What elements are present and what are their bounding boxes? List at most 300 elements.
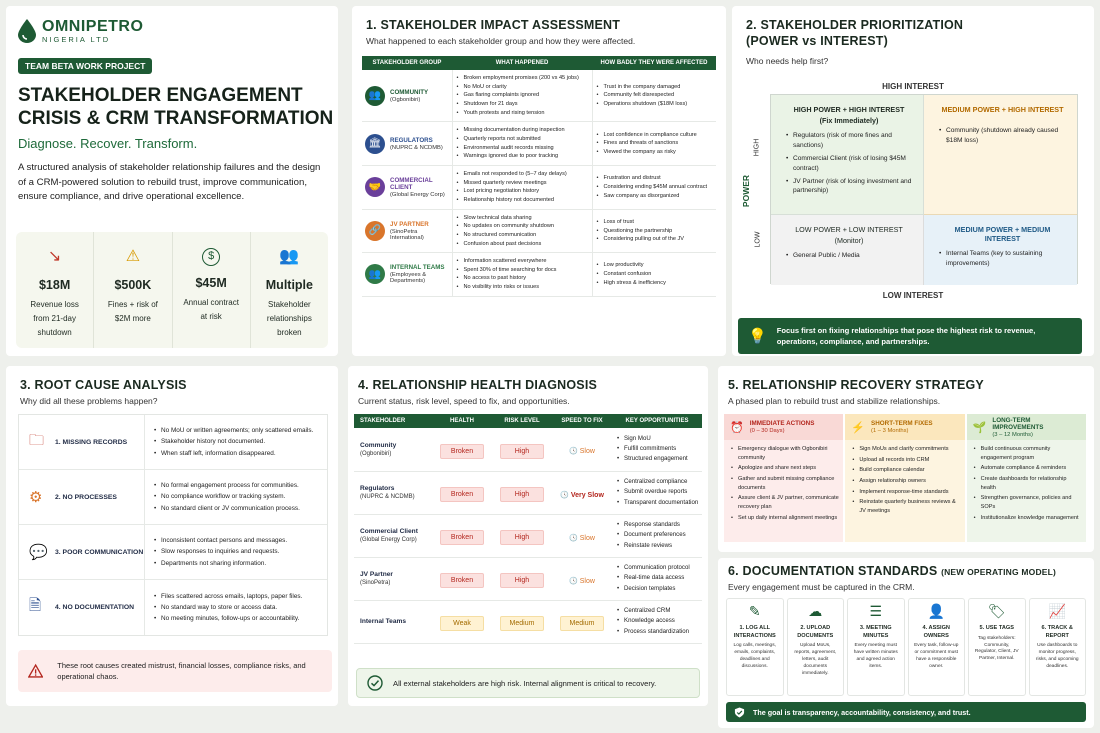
docs-items xyxy=(726,598,1086,696)
folder-icon: 🗀 xyxy=(29,431,45,449)
stat-label: Fines + risk of $2M more xyxy=(107,300,158,323)
impact-happened-cell xyxy=(452,253,592,297)
impact-subtitle: What happened to each stakeholder group and how they were affected. xyxy=(366,36,636,46)
health-banner-text: All external stakeholders are high risk. Internal alignment is critical to recovery. xyxy=(393,678,657,688)
health-speed-cell xyxy=(552,514,612,557)
impact-affected-item: • Low productivity xyxy=(596,261,714,270)
health-opps-cell xyxy=(612,514,702,557)
impact-group xyxy=(365,221,449,241)
impact-happened-item: • No visibility into risks or issues xyxy=(456,283,589,292)
root-cause-label-cell xyxy=(19,525,145,579)
impact-happened-item: • Shutdown for 21 days xyxy=(456,100,589,109)
impact-group-detail: (Ogbonibiri) xyxy=(390,96,421,103)
q1-title: HIGH POWER + HIGH INTEREST xyxy=(793,105,905,114)
root-cause-label: 1. MISSING RECORDS xyxy=(55,438,128,446)
impact-group xyxy=(365,177,449,198)
impact-affected-item: • Constant confusion xyxy=(596,270,714,279)
speed-text: Slow xyxy=(579,577,595,585)
label-low-interest: LOW INTEREST xyxy=(882,291,944,300)
root-cause-row xyxy=(19,470,327,525)
q2-list xyxy=(938,126,1067,146)
stakeholder-icon: 🤝 xyxy=(365,177,385,197)
recovery-column-heading xyxy=(992,417,1080,438)
hero-title-line2: CRISIS & CRM TRANSFORMATION xyxy=(18,108,334,129)
health-status-cell xyxy=(432,514,492,557)
label-power: POWER xyxy=(741,174,752,208)
q3-note: (Monitor) xyxy=(834,236,864,245)
root-cause-label-cell xyxy=(19,580,145,635)
root-title: 3. ROOT CAUSE ANALYSIS xyxy=(20,378,187,392)
impact-row xyxy=(362,70,716,122)
opps-item: • Decision templates xyxy=(616,584,702,594)
root-cause-label: 2. NO PROCESSES xyxy=(55,493,117,501)
recovery-column xyxy=(967,414,1086,542)
impact-group-detail: (Global Energy Corp) xyxy=(390,191,445,198)
health-risk-cell xyxy=(492,600,552,643)
impact-panel xyxy=(352,6,726,356)
impact-happened-item: • Missing documentation during inspection xyxy=(456,126,589,135)
priority-banner-text: Focus first on fixing relationships that pose the highest risk to revenue, operations, compliance, and partnerships. xyxy=(776,326,1036,346)
recovery-item: • Implement response-time standards xyxy=(851,488,960,497)
person-icon: 👤 xyxy=(927,603,945,619)
impact-group-text xyxy=(390,264,449,284)
hero-title xyxy=(18,84,338,130)
root-cause-label-cell xyxy=(19,470,145,524)
opps-item: • Sign MoU xyxy=(616,434,702,444)
root-banner-text: These root causes created mistrust, financial losses, compliance risks, and operational chaos. xyxy=(57,661,306,681)
stat-card xyxy=(251,232,328,348)
recovery-item: • Sign MoUs and clarify commitments xyxy=(851,445,960,454)
health-stakeholder-detail: (NUPRC & NCDMB) xyxy=(360,494,415,500)
impact-table xyxy=(362,56,716,297)
impact-affected-item: • Community felt disrespected xyxy=(596,91,714,100)
health-badge: Broken xyxy=(440,530,484,545)
hero-tagline: Diagnose. Recover. Transform. xyxy=(18,136,198,151)
impact-happened-item: • Information scattered everywhere xyxy=(456,257,589,266)
health-stakeholder-name: Internal Teams xyxy=(360,618,407,625)
chart-icon: 📈 xyxy=(1048,603,1066,619)
impact-group-cell xyxy=(362,209,452,253)
health-subtitle: Current status, risk level, speed to fix, and opportunities. xyxy=(358,396,570,406)
hero-description: A structured analysis of stakeholder relationship failures and the design of a CRM-powered solution to rebuild trust, improve communication, ensure compliance, and drive operational excellence. xyxy=(18,162,321,202)
speed-indicator xyxy=(569,535,595,542)
impact-group-name: COMMUNITY xyxy=(390,88,429,96)
recovery-item: • Set up daily internal alignment meetings xyxy=(730,514,839,523)
stat-card xyxy=(16,232,94,348)
impact-group-cell xyxy=(362,165,452,209)
impact-row xyxy=(362,122,716,166)
opps-item: • Knowledge access xyxy=(616,616,702,626)
doc-standard-title: 1. LOG ALL INTERACTIONS xyxy=(733,625,776,639)
opps-list xyxy=(616,563,702,594)
impact-group xyxy=(365,86,449,106)
health-opps-cell xyxy=(612,557,702,600)
impact-affected-item: • Fines and threats of sanctions xyxy=(596,139,714,148)
opps-item: • Structured engagement xyxy=(616,454,702,464)
impact-affected-list xyxy=(596,218,714,244)
priority-title-line1: 2. STAKEHOLDER PRIORITIZATION xyxy=(746,18,964,32)
doc-standard-text: Tag stakeholders: Community, Regulator, Client, JV Partner, Internal. xyxy=(974,635,1019,662)
brand-sub: NIGERIA LTD xyxy=(42,35,111,44)
recovery-column xyxy=(724,414,843,542)
health-row xyxy=(354,600,702,643)
impact-happened-item: • Missed quarterly review meetings xyxy=(456,179,589,188)
root-rows xyxy=(18,414,328,636)
impact-happened-list xyxy=(456,170,589,205)
doc-standard-title: 4. ASSIGN OWNERS xyxy=(922,625,950,639)
root-cause-item: • Inconsistent contact persons and messages. xyxy=(153,535,287,546)
stat-label: Revenue loss from 21-day shutdown xyxy=(30,300,79,337)
health-stakeholder-cell xyxy=(354,600,432,643)
hero-panel xyxy=(6,6,338,356)
q4-title: MEDIUM POWER + MEDIUM INTEREST xyxy=(954,225,1051,243)
impact-group-text xyxy=(390,89,428,103)
impact-group-name: REGULATORS xyxy=(390,136,433,144)
health-badge: Weak xyxy=(440,616,484,631)
impact-group-cell xyxy=(362,253,452,297)
quadrant-item: • Internal Teams (key to sustaining improvements) xyxy=(938,249,1067,269)
health-panel xyxy=(348,366,708,706)
impact-row xyxy=(362,209,716,253)
opps-item: • Document preferences xyxy=(616,530,702,540)
recovery-item: • Build compliance calendar xyxy=(851,466,960,475)
recovery-column-heading xyxy=(871,420,933,434)
impact-happened-list xyxy=(456,257,589,292)
impact-header-group: STAKEHOLDER GROUP xyxy=(362,56,452,70)
recovery-list xyxy=(967,440,1086,522)
stakeholder-icon: 🔗 xyxy=(365,221,385,241)
impact-affected-item: • Operations shutdown ($18M loss) xyxy=(596,100,714,109)
opps-item: • Submit overdue reports xyxy=(616,487,702,497)
root-cause-item: • Stakeholder history not documented. xyxy=(153,436,313,447)
chat-icon: 💬 xyxy=(29,544,48,561)
recovery-item: • Upload all records into CRM xyxy=(851,456,960,465)
doc-standard-title: 3. MEETING MINUTES xyxy=(859,625,892,639)
impact-affected-item: • Considering pulling out of the JV xyxy=(596,235,714,244)
risk-badge: High xyxy=(500,487,544,502)
quadrant-high-high xyxy=(771,95,924,215)
impact-group-name: INTERNAL TEAMS xyxy=(390,264,445,272)
opps-item: • Real-time data access xyxy=(616,573,702,583)
stakeholder-icon: 🏛 xyxy=(365,134,385,154)
impact-happened-item: • No updates on community shutdown xyxy=(456,222,589,231)
impact-happened-list xyxy=(456,214,589,249)
impact-group xyxy=(365,264,449,284)
edit-icon: ✎ xyxy=(748,603,761,619)
clock-icon: 🕓 xyxy=(569,448,578,456)
brand-name: OMNIPETRO xyxy=(42,18,144,35)
health-stakeholder-detail: (Global Energy Corp) xyxy=(360,537,417,543)
docs-banner xyxy=(726,702,1086,722)
impact-affected-item: • Lost confidence in compliance culture xyxy=(596,131,714,140)
opps-item: • Communication protocol xyxy=(616,563,702,573)
doc-standard-card xyxy=(847,598,905,696)
recovery-column-header xyxy=(724,414,843,440)
impact-affected-item: • High stress & inefficiency xyxy=(596,279,714,288)
q1-list xyxy=(785,131,913,196)
clock-icon: 🕓 xyxy=(560,491,569,499)
root-subtitle: Why did all these problems happen? xyxy=(20,396,158,406)
docs-banner-text: The goal is transparency, accountability, consistency, and trust. xyxy=(753,707,971,717)
upload-icon: ☁ xyxy=(808,603,823,619)
clock-icon: 🕓 xyxy=(569,534,578,542)
impact-row xyxy=(362,253,716,297)
health-risk-cell xyxy=(492,514,552,557)
priority-panel xyxy=(732,6,1094,356)
impact-affected-cell xyxy=(592,122,716,166)
impact-happened-item: • Broken employment promises (200 vs 45 jobs) xyxy=(456,74,589,83)
impact-group-cell xyxy=(362,122,452,166)
health-stakeholder-cell xyxy=(354,428,432,471)
health-badge: Broken xyxy=(440,444,484,459)
impact-happened-item: • Confusion about past decisions xyxy=(456,240,589,249)
doc-standard-text: Every meeting must have written minutes and agreed action items. xyxy=(853,643,898,669)
recovery-panel xyxy=(718,366,1094,552)
impact-happened-item: • Relationship history not documented xyxy=(456,196,589,205)
recovery-column-title: SHORT-TERM FIXES xyxy=(871,420,933,427)
root-cause-label: 3. POOR COMMUNICATION xyxy=(55,548,144,556)
opps-item: • Process standardization xyxy=(616,627,702,637)
health-title: 4. RELATIONSHIP HEALTH DIAGNOSIS xyxy=(358,378,598,392)
alarm-icon: ⏰ xyxy=(730,421,744,434)
recovery-column-range: (3 – 12 Months) xyxy=(992,431,1033,438)
health-status-cell xyxy=(432,557,492,600)
recovery-columns xyxy=(724,414,1086,542)
health-speed-cell xyxy=(552,471,612,514)
risk-badge: High xyxy=(500,530,544,545)
root-cause-row xyxy=(19,580,327,635)
recovery-item: • Assure client & JV partner, communicate recovery plan xyxy=(730,494,839,511)
root-cause-row xyxy=(19,525,327,580)
health-row xyxy=(354,471,702,514)
stat-value: Multiple xyxy=(265,278,313,292)
stakeholder-icon: 👥 xyxy=(365,86,385,106)
root-cause-item: • Departments not sharing information. xyxy=(153,558,287,569)
q3-title: LOW POWER + LOW INTEREST xyxy=(795,225,903,234)
impact-header-happened: WHAT HAPPENED xyxy=(452,56,592,70)
impact-happened-item: • No structured communication xyxy=(456,231,589,240)
health-speed-cell xyxy=(552,600,612,643)
docs-title-note: (NEW OPERATING MODEL) xyxy=(941,567,1057,577)
recovery-list xyxy=(845,440,964,516)
q4-list xyxy=(938,249,1067,269)
health-speed-cell xyxy=(552,428,612,471)
plant-icon: 🌱 xyxy=(972,421,987,434)
opps-item: • Response standards xyxy=(616,520,702,530)
impact-happened-item: • Youth protests and rising tension xyxy=(456,109,589,118)
doc-standard-text: Upload MoUs, reports, agreement, letters, audit documents immediately. xyxy=(794,643,837,676)
impact-group-detail: (Employees & Departments) xyxy=(390,272,427,285)
impact-happened-cell xyxy=(452,122,592,166)
root-cause-item: • Slow responses to inquiries and requests. xyxy=(153,546,287,557)
impact-affected-cell xyxy=(592,165,716,209)
impact-group-name: COMMERCIAL CLIENT xyxy=(390,176,433,191)
lightning-icon: ⚡ xyxy=(851,421,866,434)
recovery-item: • Reinstate quarterly business reviews & JV meetings xyxy=(851,498,960,515)
notes-icon: ☰ xyxy=(869,603,883,619)
root-banner xyxy=(18,650,332,692)
impact-affected-cell xyxy=(592,209,716,253)
doc-standard-card xyxy=(1029,598,1087,696)
impact-happened-item: • Emails not responded to (5–7 day delays) xyxy=(456,170,589,179)
document-icon: 🗎 xyxy=(29,597,42,614)
recovery-title: 5. RELATIONSHIP RECOVERY STRATEGY xyxy=(728,378,984,392)
impact-happened-item: • Spent 30% of time searching for docs xyxy=(456,266,589,275)
health-opps-cell xyxy=(612,600,702,643)
doc-standard-text: Every task, follow-up or commitment must have a responsible owner. xyxy=(914,643,959,669)
health-opps-cell xyxy=(612,471,702,514)
priority-banner xyxy=(738,318,1082,354)
impact-happened-item: • No access to past history xyxy=(456,274,589,283)
opps-item: • Reinstate reviews xyxy=(616,541,702,551)
impact-group-detail: (NUPRC & NCDMB) xyxy=(390,144,443,151)
doc-standard-title: 2. UPLOAD DOCUMENTS xyxy=(797,625,834,639)
impact-happened-item: • Warnings ignored due to poor tracking xyxy=(456,152,589,161)
stakeholder-icon: 👥 xyxy=(365,264,385,284)
opps-item: • Transparent documentation xyxy=(616,498,702,508)
priority-subtitle: Who needs help first? xyxy=(746,56,829,66)
root-cause-item: • No MoU or written agreements; only scattered emails. xyxy=(153,425,313,436)
impact-affected-cell xyxy=(592,70,716,122)
impact-happened-item: • Lost pricing negotiation history xyxy=(456,187,589,196)
speed-text: Very Slow xyxy=(570,491,604,499)
doc-standard-card xyxy=(968,598,1026,696)
speed-indicator xyxy=(569,448,595,455)
health-status-cell xyxy=(432,600,492,643)
impact-happened-item: • Environmental audit records missing xyxy=(456,144,589,153)
stat-label: Stakeholder relationships broken xyxy=(266,300,312,337)
root-cause-list xyxy=(145,591,302,625)
health-badge: Broken xyxy=(440,487,484,502)
root-cause-list xyxy=(145,535,287,569)
label-high-interest: HIGH INTEREST xyxy=(882,82,944,91)
doc-standard-card xyxy=(726,598,784,696)
root-cause-label: 4. NO DOCUMENTATION xyxy=(55,604,135,611)
risk-badge: High xyxy=(500,573,544,588)
root-cause-item: • No compliance workflow or tracking system. xyxy=(153,491,300,502)
impact-affected-list xyxy=(596,261,714,287)
docs-panel xyxy=(718,558,1094,728)
root-cause-item: • No standard way to store or access data. xyxy=(153,602,302,613)
recovery-column-range: (0 – 30 Days) xyxy=(749,428,785,434)
root-cause-list xyxy=(145,480,300,514)
recovery-item: • Create dashboards for relationship health xyxy=(973,475,1082,492)
quadrant-medium-medium xyxy=(924,215,1077,285)
docs-subtitle: Every engagement must be captured in the CRM. xyxy=(728,582,915,592)
risk-badge: Medium xyxy=(500,616,544,631)
health-badge: Broken xyxy=(440,573,484,588)
recovery-column-header xyxy=(967,414,1086,440)
lightbulb-icon: 💡 xyxy=(748,328,767,345)
warning-icon xyxy=(28,663,43,679)
quadrant-item: • General Public / Media xyxy=(785,251,913,261)
quadrant-item: • Community (shutdown already caused $18M loss) xyxy=(938,126,1067,146)
health-risk-cell xyxy=(492,557,552,600)
impact-affected-item: • Viewed the company as risky xyxy=(596,148,714,157)
speed-indicator xyxy=(569,578,595,585)
oil-drop-logo-icon xyxy=(18,19,36,43)
health-stakeholder-name: Community xyxy=(360,441,397,449)
recovery-item: • Gather and submit missing compliance documents xyxy=(730,475,839,492)
impact-group-cell xyxy=(362,70,452,122)
stat-value: $18M xyxy=(38,278,71,292)
quadrant-medium-high xyxy=(924,95,1077,215)
recovery-item: • Assign relationship owners xyxy=(851,477,960,486)
recovery-column xyxy=(845,414,964,542)
impact-affected-item: • Considering ending $45M annual contract xyxy=(596,183,714,192)
health-stakeholder-name: JV Partner xyxy=(360,571,393,578)
clock-icon: 🕓 xyxy=(569,577,578,585)
opps-list xyxy=(616,520,702,551)
impact-happened-cell xyxy=(452,70,592,122)
impact-row xyxy=(362,165,716,209)
root-cause-panel xyxy=(6,366,338,706)
impact-group-name: JV PARTNER xyxy=(390,220,429,228)
quadrant-low-low xyxy=(771,215,924,285)
recovery-column-title: LONG-TERM IMPROVEMENTS xyxy=(992,416,1044,431)
health-row xyxy=(354,557,702,600)
root-cause-item: • No meeting minutes, follow-ups or accountability. xyxy=(153,613,302,624)
health-speed-cell xyxy=(552,557,612,600)
impact-happened-item: • No MoU or clarity xyxy=(456,83,589,92)
recovery-item: • Emergency dialogue with Ogbonibiri community xyxy=(730,445,839,462)
label-high: HIGH xyxy=(753,138,761,157)
project-tag: TEAM BETA WORK PROJECT xyxy=(18,58,152,74)
hero-title-line1: STAKEHOLDER ENGAGEMENT xyxy=(18,85,303,106)
recovery-item: • Automate compliance & reminders xyxy=(973,464,1082,473)
impact-affected-item: • Saw company as disorganized xyxy=(596,192,714,201)
impact-happened-item: • Slow technical data sharing xyxy=(456,214,589,223)
opps-list xyxy=(616,477,702,508)
warning-icon: ⚠ xyxy=(125,248,141,265)
impact-affected-list xyxy=(596,174,714,200)
quadrant-item: • JV Partner (risk of losing investment and partnership) xyxy=(785,177,913,197)
root-cause-list xyxy=(145,425,313,459)
trend-down-icon: ↘ xyxy=(47,248,62,265)
health-header-opps: KEY OPPORTUNITIES xyxy=(612,414,702,428)
health-stakeholder-name: Commercial Client xyxy=(360,528,418,535)
impact-happened-item: • Quarterly reports not submitted xyxy=(456,135,589,144)
impact-happened-item: • Gas flaring complaints ignored xyxy=(456,91,589,100)
stat-card xyxy=(173,232,251,348)
stat-value: $45M xyxy=(195,276,227,290)
health-risk-cell xyxy=(492,428,552,471)
impact-group-text xyxy=(390,177,449,198)
q3-list xyxy=(785,251,913,261)
health-row xyxy=(354,514,702,557)
root-cause-item: • Files scattered across emails, laptops, paper files. xyxy=(153,591,302,602)
impact-happened-cell xyxy=(452,165,592,209)
check-circle-icon xyxy=(367,675,383,691)
opps-item: • Centralized compliance xyxy=(616,477,702,487)
impact-affected-cell xyxy=(592,253,716,297)
health-table xyxy=(354,414,702,644)
health-stakeholder-detail: (Ogbonibiri) xyxy=(360,450,392,457)
impact-group-detail: (SinoPetra International) xyxy=(390,228,424,241)
dollar-icon: $ xyxy=(202,248,220,266)
q1-note: (Fix Immediately) xyxy=(819,116,879,125)
impact-affected-item: • Loss of trust xyxy=(596,218,714,227)
stat-label: Annual contract at risk xyxy=(183,298,239,321)
health-header-stakeholder: STAKEHOLDER xyxy=(354,414,432,428)
impact-happened-list xyxy=(456,126,589,161)
impact-affected-list xyxy=(596,83,714,109)
root-cause-item: • When staff left, information disappeared. xyxy=(153,448,313,459)
impact-affected-item: • Questioning the partnership xyxy=(596,227,714,236)
stat-value: $500K xyxy=(114,278,152,292)
health-banner xyxy=(356,668,700,698)
health-stakeholder-name: Regulators xyxy=(360,485,395,492)
